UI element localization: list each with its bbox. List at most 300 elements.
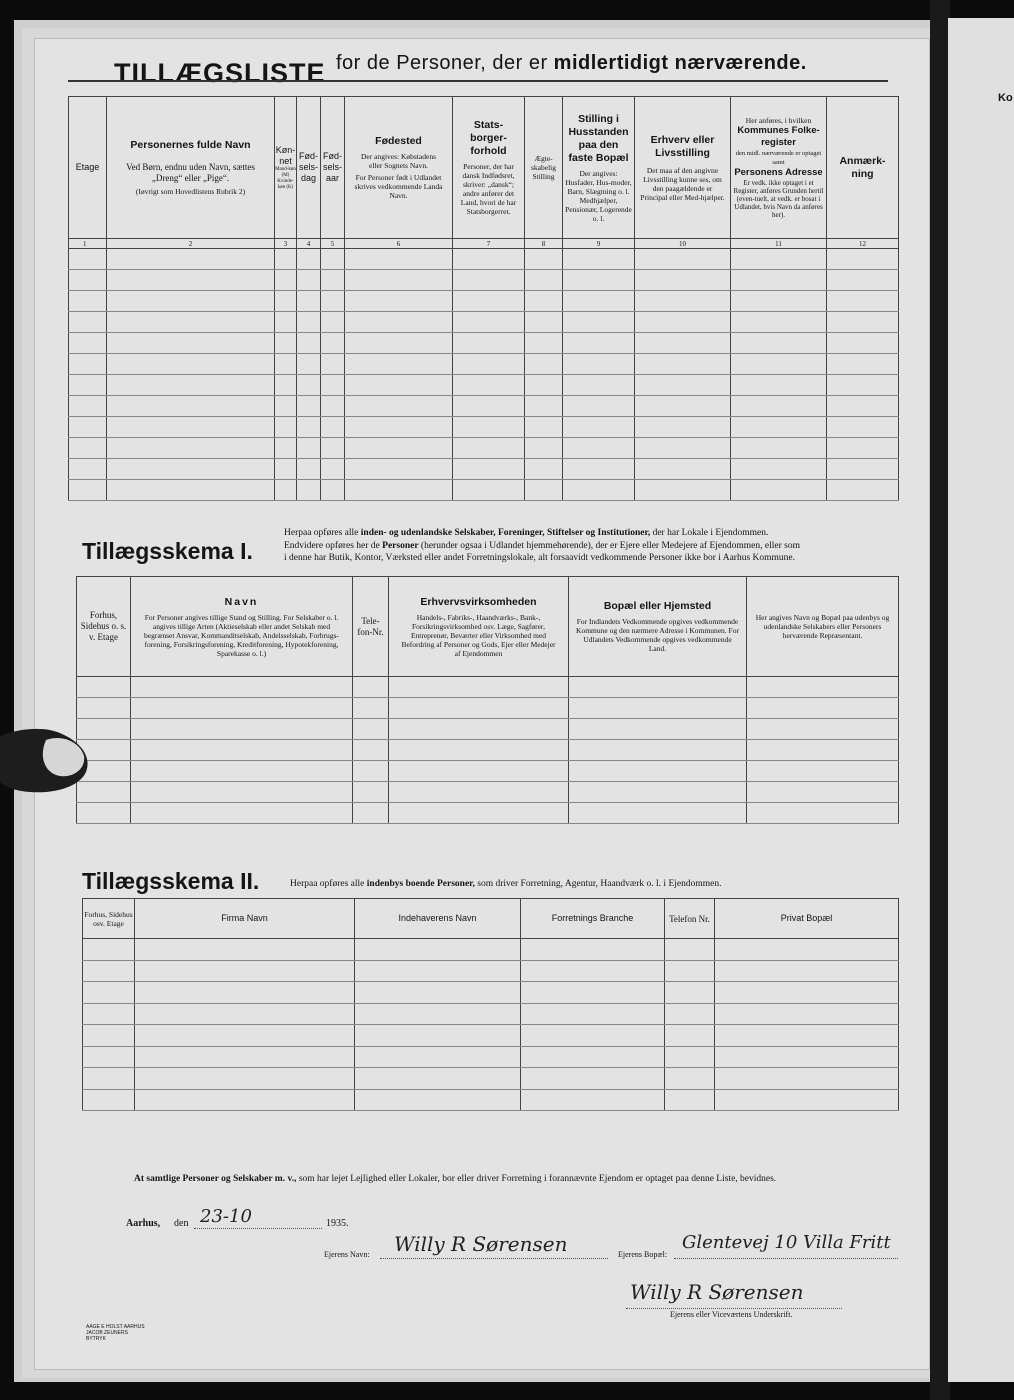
table-cell <box>345 249 453 270</box>
table-cell <box>635 249 731 270</box>
table-row <box>69 333 899 354</box>
col-etage: Etage <box>69 97 107 239</box>
table-cell <box>521 1003 665 1025</box>
form-page <box>34 38 930 1370</box>
table-cell <box>83 939 135 961</box>
table-cell <box>525 480 563 501</box>
den-label: den <box>174 1218 189 1229</box>
main-list-table <box>68 96 899 501</box>
schema2-rows <box>83 939 899 1111</box>
table-cell <box>521 939 665 961</box>
table-cell <box>731 459 827 480</box>
table-cell <box>525 249 563 270</box>
table-cell <box>635 459 731 480</box>
table-cell <box>69 375 107 396</box>
table-row <box>69 417 899 438</box>
table-cell <box>569 698 747 719</box>
s1-col-phone: Tele-fon-Nr. <box>353 577 389 677</box>
year-label: 1935. <box>326 1218 349 1229</box>
table-cell <box>453 291 525 312</box>
table-cell <box>569 782 747 803</box>
table-cell <box>321 375 345 396</box>
table-cell <box>453 375 525 396</box>
table-cell <box>131 677 353 698</box>
table-cell <box>345 417 453 438</box>
table-cell <box>569 803 747 824</box>
table-cell <box>355 1089 521 1111</box>
table-cell <box>297 270 321 291</box>
table-cell <box>69 438 107 459</box>
table-cell <box>731 417 827 438</box>
table-cell <box>297 291 321 312</box>
table-cell <box>321 417 345 438</box>
table-cell <box>635 312 731 333</box>
signature-label: Ejerens eller Viceværtens Underskrift. <box>670 1310 793 1319</box>
table-row <box>77 719 899 740</box>
next-page-edge <box>948 18 1014 1382</box>
title-rule <box>68 80 888 82</box>
table-cell <box>345 375 453 396</box>
table-cell <box>827 333 899 354</box>
table-cell <box>715 982 899 1004</box>
table-cell <box>731 333 827 354</box>
table-cell <box>275 333 297 354</box>
date-handwritten: 23-10 <box>200 1206 252 1227</box>
table-cell <box>83 1089 135 1111</box>
table-cell <box>525 396 563 417</box>
table-cell <box>731 438 827 459</box>
table-cell <box>69 396 107 417</box>
table-cell <box>635 375 731 396</box>
table-cell <box>731 480 827 501</box>
table-row <box>69 396 899 417</box>
table-cell <box>635 354 731 375</box>
table-cell <box>345 291 453 312</box>
table-row <box>69 354 899 375</box>
table-cell <box>525 354 563 375</box>
col-marital: Ægte-skabelig Stilling <box>525 97 563 239</box>
table-cell <box>355 960 521 982</box>
subtitle-bold: midlertidigt nærværende. <box>553 52 807 74</box>
table-cell <box>297 396 321 417</box>
table-cell <box>731 354 827 375</box>
table-cell <box>297 333 321 354</box>
next-page-fragment: Ko <box>998 92 1013 104</box>
table-row <box>69 249 899 270</box>
table-cell <box>345 480 453 501</box>
table-cell <box>453 417 525 438</box>
printer-mark: AAGE E HOLST AARHUS JACOB ZEUNERS BYTRYK <box>86 1324 145 1342</box>
col-occupation: Erhverv eller Livsstilling Det maa af den angivne Livsstilling kunne ses, om den paagældende er Principal eller Med-hjælper. <box>635 97 731 239</box>
table-cell <box>563 417 635 438</box>
table-cell <box>635 291 731 312</box>
table-cell <box>69 291 107 312</box>
table-cell <box>321 312 345 333</box>
table-cell <box>389 740 569 761</box>
table-cell <box>827 438 899 459</box>
table-cell <box>635 396 731 417</box>
s2-col-owner: Indehaverens Navn <box>355 899 521 939</box>
table-cell <box>83 982 135 1004</box>
s1-col-representative: Her angives Navn og Bopæl paa udenbys og udenlandske Selskabers eller Personers herværende Repræsentant. <box>747 577 899 677</box>
table-row <box>83 1046 899 1068</box>
table-row <box>69 375 899 396</box>
table-cell <box>345 333 453 354</box>
book-binding <box>930 0 950 1400</box>
table-cell <box>107 375 275 396</box>
owner-address-handwritten: Glentevej 10 Villa Fritt <box>682 1232 891 1253</box>
s2-col-phone: Telefon Nr. <box>665 899 715 939</box>
table-cell <box>521 1025 665 1047</box>
table-cell <box>131 803 353 824</box>
table-cell <box>389 719 569 740</box>
schema1-note: Herpaa opføres alle inden- og udenlandske Selskaber, Foreninger, Stiftelser og Institutioner, der har Lokale i Ejendommen. Endvidere opføres her de Personer (herunder ogsaa i Udlandet hjemmehørende), der er Ejere eller Medejere af Ejendommen, eller som i denne har Butik, Kontor, Værksted eller andet Forretningslokale, alt forsaavidt vedkommende Personer ikke bor i Aarhus Kommune. <box>284 528 800 563</box>
table-cell <box>521 960 665 982</box>
table-cell <box>563 333 635 354</box>
table-cell <box>563 375 635 396</box>
table-cell <box>131 698 353 719</box>
owner-address-label: Ejerens Bopæl: <box>618 1250 668 1259</box>
table-cell <box>525 438 563 459</box>
main-list-header <box>69 97 899 239</box>
table-cell <box>353 719 389 740</box>
table-cell <box>83 1025 135 1047</box>
table-cell <box>453 312 525 333</box>
table-cell <box>731 375 827 396</box>
table-cell <box>525 417 563 438</box>
s1-col-name: Navn For Personer angives tillige Stand og Stilling. For Selskaber o. l. angives tillige Arten (Aktieselskab eller andet Selskab med begrænset Ansvar, Kommanditselskab, Andelsselskab, Forbrugs-forening, Forsikringsforening, Kreditforening, Hypotekforening, Sparekasse o. l.) <box>131 577 353 677</box>
table-cell <box>345 396 453 417</box>
table-row <box>83 1025 899 1047</box>
table-cell <box>453 270 525 291</box>
table-cell <box>345 459 453 480</box>
table-cell <box>665 1046 715 1068</box>
owner-address-line <box>674 1258 898 1259</box>
table-cell <box>635 270 731 291</box>
table-cell <box>297 459 321 480</box>
table-cell <box>275 375 297 396</box>
table-cell <box>275 354 297 375</box>
col-birthyear: Fød-sels-aar <box>321 97 345 239</box>
table-cell <box>353 782 389 803</box>
date-line <box>194 1228 322 1229</box>
table-cell <box>563 438 635 459</box>
table-cell <box>275 396 297 417</box>
schema1-table <box>76 576 899 824</box>
table-cell <box>389 782 569 803</box>
table-cell <box>563 480 635 501</box>
table-cell <box>715 1068 899 1090</box>
s2-col-branch: Forretnings Branche <box>521 899 665 939</box>
table-cell <box>715 960 899 982</box>
table-cell <box>83 1068 135 1090</box>
table-cell <box>321 249 345 270</box>
col-birthday: Fød-sels-dag <box>297 97 321 239</box>
table-cell <box>69 333 107 354</box>
table-cell <box>563 459 635 480</box>
table-row <box>83 1003 899 1025</box>
table-cell <box>569 677 747 698</box>
table-cell <box>665 1068 715 1090</box>
table-cell <box>83 1003 135 1025</box>
table-cell <box>135 982 355 1004</box>
table-cell <box>453 480 525 501</box>
table-cell <box>321 333 345 354</box>
table-cell <box>521 1089 665 1111</box>
table-cell <box>345 438 453 459</box>
table-cell <box>521 1046 665 1068</box>
table-cell <box>135 1025 355 1047</box>
table-cell <box>275 459 297 480</box>
table-cell <box>69 480 107 501</box>
table-cell <box>345 270 453 291</box>
signature-handwritten: Willy R Sørensen <box>630 1280 804 1304</box>
table-cell <box>521 1068 665 1090</box>
table-cell <box>715 1025 899 1047</box>
table-cell <box>321 438 345 459</box>
table-cell <box>827 375 899 396</box>
table-cell <box>297 312 321 333</box>
table-cell <box>345 354 453 375</box>
place-label: Aarhus, <box>126 1218 161 1229</box>
col-birthplace: Fødested Der angives: Købstadens eller Sognets Navn. For Personer født i Udlandet skrives vedkommende Landa Navn. <box>345 97 453 239</box>
table-cell <box>107 438 275 459</box>
main-list-numbers: 1 2 3 4 5 6 7 8 9 10 11 12 <box>69 239 899 249</box>
table-cell <box>525 291 563 312</box>
table-row <box>69 270 899 291</box>
table-cell <box>453 396 525 417</box>
table-cell <box>635 480 731 501</box>
table-cell <box>131 761 353 782</box>
table-cell <box>135 1046 355 1068</box>
table-cell <box>525 375 563 396</box>
table-cell <box>297 438 321 459</box>
table-cell <box>135 939 355 961</box>
table-cell <box>83 960 135 982</box>
s1-col-business: Erhvervsvirksomheden Handels-, Fabriks-, Haandværks-, Bank-, Forsikringsvirksomhed osv. Læge, Sagfører, Entreprenør, Beværter eller Virksomhed med Befordring af Personer og Gods, Ejer eller Medejer af Ejendommen <box>389 577 569 677</box>
table-cell <box>355 1003 521 1025</box>
table-cell <box>275 249 297 270</box>
col-name: Personernes fulde Navn Ved Børn, endnu uden Navn, sættes „Dreng“ eller „Pige“. (Iøvrigt som Hovedlistens Rubrik 2) <box>107 97 275 239</box>
table-cell <box>135 1003 355 1025</box>
table-cell <box>353 740 389 761</box>
table-cell <box>107 354 275 375</box>
s2-col-firm: Firma Navn <box>135 899 355 939</box>
table-row <box>69 312 899 333</box>
table-cell <box>525 270 563 291</box>
owner-name-line <box>380 1258 608 1259</box>
table-cell <box>665 1089 715 1111</box>
table-cell <box>321 354 345 375</box>
subtitle-plain: for de Personer, der er <box>336 52 548 74</box>
table-cell <box>107 270 275 291</box>
table-cell <box>275 270 297 291</box>
table-cell <box>731 396 827 417</box>
table-cell <box>131 782 353 803</box>
attestation-statement: At samtlige Personer og Selskaber m. v., som har lejet Lejlighed eller Lokaler, bor eller driver Forretning i forannævnte Ejendom er optaget paa denne Liste, bevidnes. <box>134 1174 777 1184</box>
table-cell <box>355 1046 521 1068</box>
table-cell <box>107 249 275 270</box>
table-cell <box>297 249 321 270</box>
table-row <box>69 438 899 459</box>
table-cell <box>77 803 131 824</box>
table-cell <box>569 719 747 740</box>
table-cell <box>355 1068 521 1090</box>
table-cell <box>297 354 321 375</box>
table-cell <box>665 982 715 1004</box>
page-title: TILLÆGSLISTE <box>114 58 326 88</box>
table-cell <box>635 438 731 459</box>
table-cell <box>389 698 569 719</box>
table-cell <box>69 312 107 333</box>
schema2-header <box>83 899 899 939</box>
table-cell <box>275 438 297 459</box>
table-cell <box>135 1068 355 1090</box>
table-cell <box>665 1025 715 1047</box>
schema1-title: Tillægsskema I. <box>82 538 253 564</box>
table-cell <box>525 312 563 333</box>
schema1-rows <box>77 677 899 824</box>
table-cell <box>453 438 525 459</box>
schema1-header <box>77 577 899 677</box>
table-cell <box>569 740 747 761</box>
table-cell <box>715 1003 899 1025</box>
table-cell <box>827 354 899 375</box>
table-cell <box>321 480 345 501</box>
table-cell <box>827 312 899 333</box>
table-cell <box>453 249 525 270</box>
col-household: Stilling i Husstanden paa den faste Bopæl Der angives: Husfader, Hus-moder, Barn, Slægtning o. l. Medhjælper, Pensionær, Logerende o. l. <box>563 97 635 239</box>
table-row <box>77 740 899 761</box>
table-cell <box>297 480 321 501</box>
table-cell <box>563 291 635 312</box>
table-cell <box>321 291 345 312</box>
table-row <box>77 782 899 803</box>
table-cell <box>827 249 899 270</box>
table-cell <box>563 249 635 270</box>
table-cell <box>525 333 563 354</box>
table-cell <box>731 270 827 291</box>
table-row <box>83 960 899 982</box>
s1-col-floor: Forhus, Sidehus o. s. v. Etage <box>77 577 131 677</box>
table-cell <box>77 698 131 719</box>
table-cell <box>69 354 107 375</box>
schema2-table <box>82 898 899 1111</box>
table-cell <box>747 719 899 740</box>
table-cell <box>107 417 275 438</box>
table-cell <box>107 291 275 312</box>
table-cell <box>665 939 715 961</box>
table-cell <box>321 459 345 480</box>
schema2-title: Tillægsskema II. <box>82 868 260 894</box>
table-cell <box>69 270 107 291</box>
table-row <box>83 982 899 1004</box>
table-cell <box>355 982 521 1004</box>
table-cell <box>827 459 899 480</box>
table-cell <box>131 740 353 761</box>
table-cell <box>665 960 715 982</box>
table-cell <box>77 677 131 698</box>
table-cell <box>107 333 275 354</box>
table-cell <box>389 677 569 698</box>
s2-col-private-address: Privat Bopæl <box>715 899 899 939</box>
table-cell <box>635 333 731 354</box>
table-row <box>77 677 899 698</box>
table-cell <box>297 375 321 396</box>
table-cell <box>353 677 389 698</box>
s1-col-residence: Bopæl eller Hjemsted For Indlandets Vedkommende opgives vedkommende Kommune og den nærmere Adresse i Kommunen. For Udlandets Vedkommende opgives vedkommende Land. <box>569 577 747 677</box>
table-cell <box>525 459 563 480</box>
table-cell <box>563 354 635 375</box>
table-row <box>83 1068 899 1090</box>
table-cell <box>275 291 297 312</box>
thumb-holding-page <box>0 728 90 798</box>
table-cell <box>135 1089 355 1111</box>
table-cell <box>747 761 899 782</box>
table-cell <box>827 417 899 438</box>
page-subtitle <box>336 52 807 75</box>
col-remark: Anmærk-ning <box>827 97 899 239</box>
table-row <box>69 291 899 312</box>
table-cell <box>275 417 297 438</box>
col-gender: Køn-net Mand-køn (M) Kvinde-køn (K) <box>275 97 297 239</box>
table-row <box>77 803 899 824</box>
table-row <box>77 698 899 719</box>
table-cell <box>747 803 899 824</box>
table-row <box>69 480 899 501</box>
owner-name-label: Ejerens Navn: <box>324 1250 370 1259</box>
table-cell <box>353 761 389 782</box>
table-cell <box>321 270 345 291</box>
col-register: Her anføres, i hvilken Kommunes Folke-register den midl. nærværende er optaget samt Personens Adresse Er vedk. ikke optaget i et Register, anføres Grunden hertil (even-tuelt, at vedk. er bosat i Udlandet, hvis Navn da anføres her). <box>731 97 827 239</box>
table-cell <box>747 740 899 761</box>
table-cell <box>131 719 353 740</box>
table-cell <box>107 459 275 480</box>
table-cell <box>453 459 525 480</box>
table-cell <box>389 761 569 782</box>
table-cell <box>521 982 665 1004</box>
table-cell <box>827 480 899 501</box>
table-cell <box>715 939 899 961</box>
table-cell <box>83 1046 135 1068</box>
table-cell <box>563 270 635 291</box>
table-cell <box>563 396 635 417</box>
table-cell <box>321 396 345 417</box>
table-row <box>69 459 899 480</box>
table-cell <box>827 270 899 291</box>
table-cell <box>453 333 525 354</box>
table-cell <box>635 417 731 438</box>
table-cell <box>355 939 521 961</box>
table-cell <box>731 291 827 312</box>
table-cell <box>345 312 453 333</box>
table-cell <box>107 312 275 333</box>
table-cell <box>69 249 107 270</box>
table-cell <box>107 480 275 501</box>
table-cell <box>731 249 827 270</box>
main-list-rows <box>69 249 899 501</box>
table-cell <box>69 459 107 480</box>
table-cell <box>353 698 389 719</box>
table-cell <box>353 803 389 824</box>
table-cell <box>135 960 355 982</box>
table-row <box>83 1089 899 1111</box>
table-cell <box>665 1003 715 1025</box>
schema2-note: Herpaa opføres alle indenbys boende Personer, som driver Forretning, Agentur, Haandværk o. l. i Ejendommen. <box>290 879 722 889</box>
table-cell <box>355 1025 521 1047</box>
table-cell <box>747 698 899 719</box>
table-row <box>83 939 899 961</box>
